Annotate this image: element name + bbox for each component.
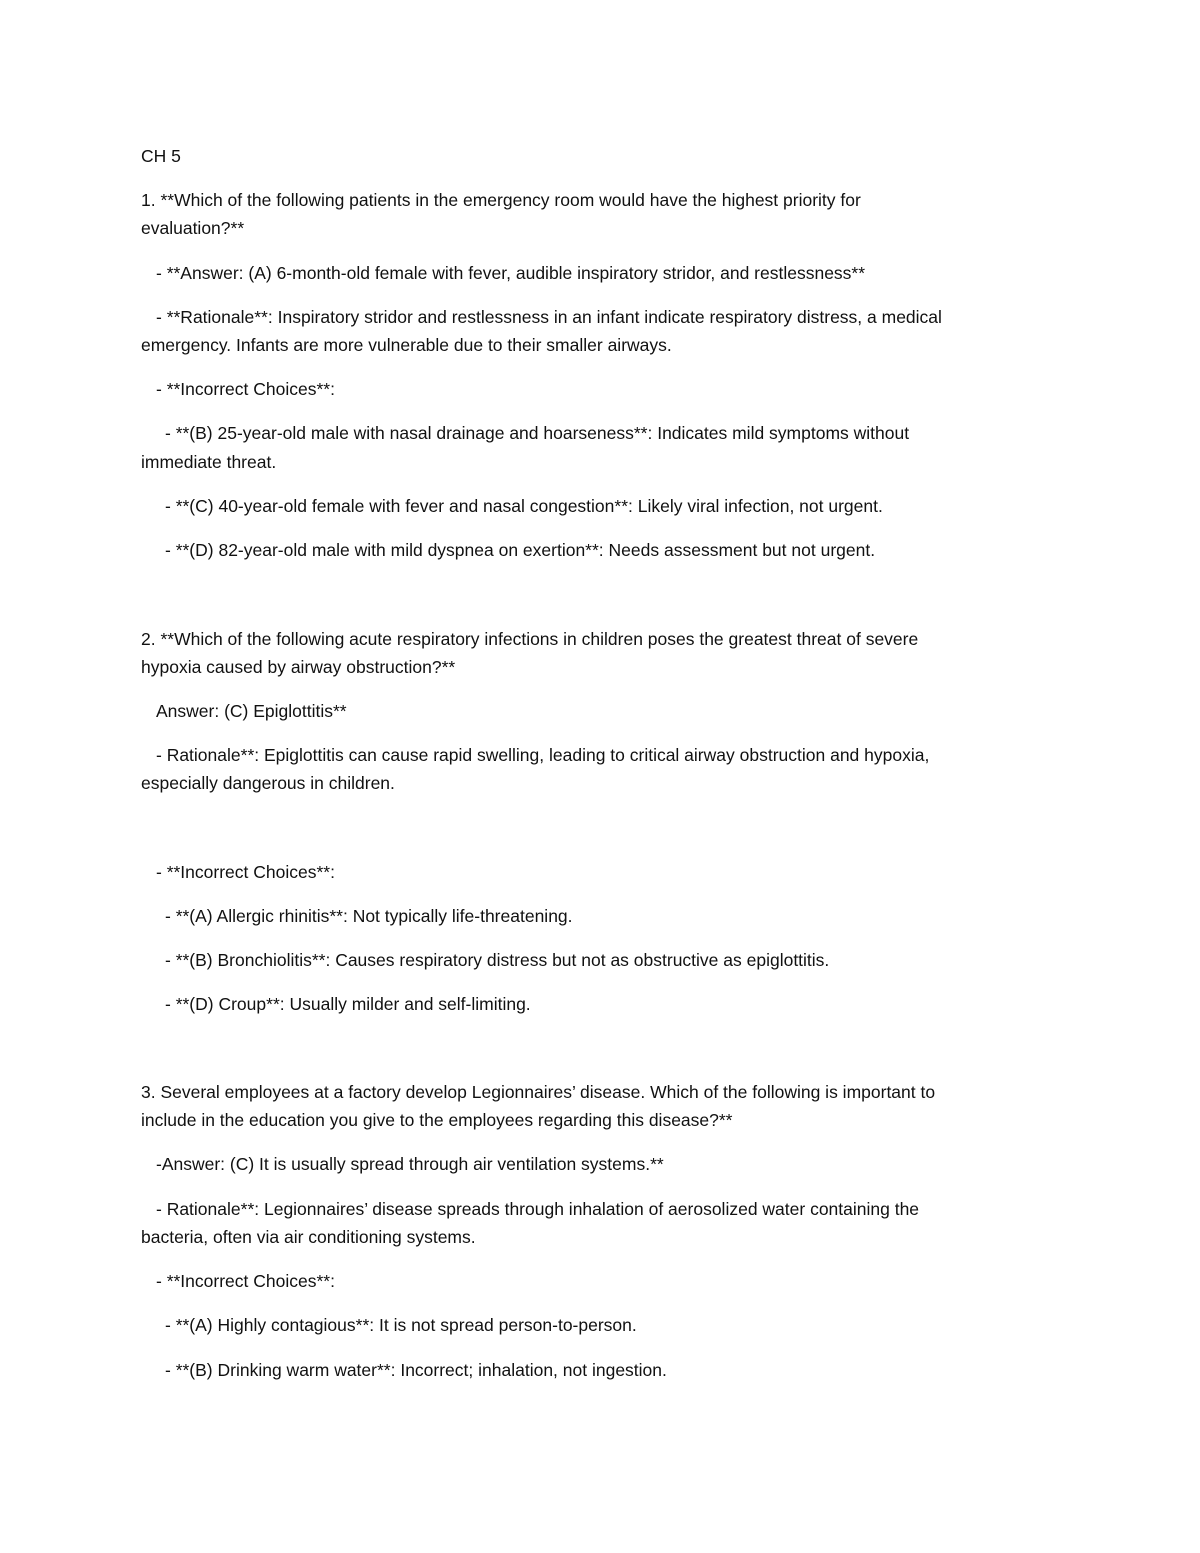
q1-incorrect-heading: - **Incorrect Choices**:: [156, 379, 335, 399]
q1-rationale-line-2: emergency. Infants are more vulnerable due to their smaller airways.: [141, 335, 672, 355]
q3-choice-a: - **(A) Highly contagious**: It is not spread person-to-person.: [165, 1315, 637, 1335]
question-2-line-2: hypoxia caused by airway obstruction?**: [141, 657, 456, 677]
question-1-line-1: 1. **Which of the following patients in the emergency room would have the highest priority for: [141, 190, 861, 210]
q3-rationale-line-2: bacteria, often via air conditioning systems.: [141, 1227, 476, 1247]
q3-answer: -Answer: (C) It is usually spread through air ventilation systems.**: [156, 1154, 664, 1174]
q3-choice-b: - **(B) Drinking warm water**: Incorrect; inhalation, not ingestion.: [165, 1360, 667, 1380]
chapter-heading: CH 5: [141, 146, 181, 166]
q2-choice-b: - **(B) Bronchiolitis**: Causes respiratory distress but not as obstructive as epiglottitis.: [165, 950, 830, 970]
q2-incorrect-heading: - **Incorrect Choices**:: [156, 862, 335, 882]
q3-rationale-line-1: - Rationale**: Legionnaires’ disease spreads through inhalation of aerosolized water containing the: [156, 1199, 920, 1219]
q1-choice-b-line-2: immediate threat.: [141, 452, 277, 472]
q2-choice-a: - **(A) Allergic rhinitis**: Not typically life-threatening.: [165, 906, 573, 926]
q3-incorrect-heading: - **Incorrect Choices**:: [156, 1271, 335, 1291]
q2-answer: Answer: (C) Epiglottitis**: [156, 701, 347, 721]
question-3-line-2: include in the education you give to the employees regarding this disease?**: [141, 1110, 733, 1130]
q2-rationale-line-1: - Rationale**: Epiglottitis can cause rapid swelling, leading to critical airway obstruction and hypoxia,: [156, 745, 930, 765]
question-3-line-1: 3. Several employees at a factory develop Legionnaires’ disease. Which of the following is important to: [141, 1082, 936, 1102]
question-2-line-1: 2. **Which of the following acute respiratory infections in children poses the greatest threat of severe: [141, 629, 919, 649]
q1-choice-d: - **(D) 82-year-old male with mild dyspnea on exertion**: Needs assessment but not urgent.: [165, 540, 876, 560]
q1-choice-b-line-1: - **(B) 25-year-old male with nasal drainage and hoarseness**: Indicates mild symptoms without: [165, 423, 910, 443]
question-1-line-2: evaluation?**: [141, 218, 245, 238]
q2-rationale-line-2: especially dangerous in children.: [141, 773, 395, 793]
q2-choice-d: - **(D) Croup**: Usually milder and self-limiting.: [165, 994, 531, 1014]
q1-answer: - **Answer: (A) 6-month-old female with fever, audible inspiratory stridor, and restlessness**: [156, 263, 866, 283]
q1-choice-c: - **(C) 40-year-old female with fever and nasal congestion**: Likely viral infection, not urgent.: [165, 496, 883, 516]
q1-rationale-line-1: - **Rationale**: Inspiratory stridor and restlessness in an infant indicate respiratory distress, a medical: [156, 307, 942, 327]
